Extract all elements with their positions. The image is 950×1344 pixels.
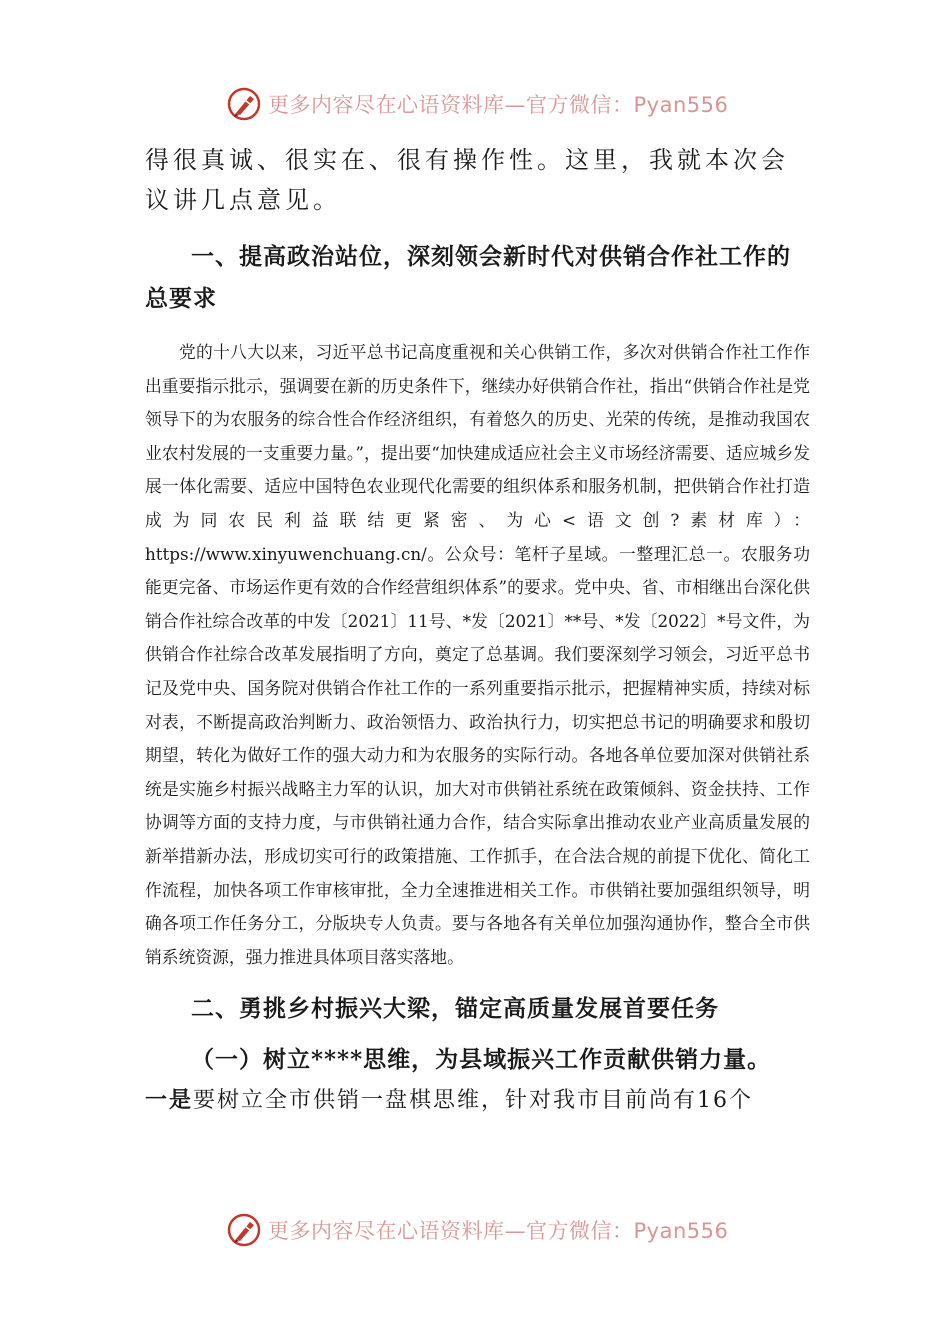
- section-1-heading: 一、提高政治站位，深刻领会新时代对供销合作社工作的总要求: [145, 243, 791, 312]
- watermark-header: [226, 84, 728, 124]
- section-2-paragraph: [145, 1080, 810, 1121]
- pen-nib-logo-icon: [226, 86, 262, 122]
- intro-paragraph: 得很真诚、很实在、很有操作性。这里，我就本次会议讲几点意见。: [145, 146, 789, 214]
- lead-rest-text: 要树立全市供销一盘棋思维，针对我市目前尚有16个: [193, 1088, 754, 1114]
- subsection-1-heading: （一）树立****思维，为县域振兴工作贡献供销力量。: [191, 1046, 772, 1074]
- watermark-text: 更多内容尽在心语资料库—官方微信：Pyan556: [268, 1219, 729, 1243]
- section-2-heading: 二、勇挑乡村振兴大梁，锚定高质量发展首要任务: [191, 995, 719, 1023]
- watermark-text: 更多内容尽在心语资料库—官方微信：Pyan556: [268, 93, 729, 117]
- pen-nib-logo-icon: [226, 1212, 262, 1248]
- document-page: [145, 140, 810, 1121]
- section-1-body: 党的十八大以来，习近平总书记高度重视和关心供销工作，多次对供销合作社工作作出重要指示批示，强调要在新的历史条件下，继续办好供销合作社，指出“供销合作社是党领导下的为农服务的综合性合作经济组织，有着悠久的历史、光荣的传统，是推动我国农业农村发展的一支重要力量。”，提出要“加快建成适应社会主义市场经济需要、适应城乡发展一体化需要、适应中国特色农业现代化需要的组织体系和服务机制，把供销合作社打造成为同农民利益联结更紧密、为心<语文创?素材库）：https://www.xinyuwenchuang.cn/。公众号：笔杆子星域。一整理汇总一。农服务功能更完备、市场运作更有效的合作经营组织体系”的要求。党中央、省、市相继出台深化供销合作社综合改革的中发〔2021〕11号、*发〔2021〕**号、*发〔2022〕*号文件，为供销合作社综合改革发展指明了方向，奠定了总基调。我们要深刻学习领会，习近平总书记及党中央、国务院对供销合作社工作的一系列重要指示批示，把握精神实质，持续对标对表，不断提高政治判断力、政治领悟力、政治执行力，切实把总书记的明确要求和殷切期望，转化为做好工作的强大动力和为农服务的实际行动。各地各单位要加深对供销社系统是实施乡村振兴战略主力军的认识，加大对市供销社系统在政策倾斜、资金扶持、工作协调等方面的支持力度，与市供销社通力合作，结合实际拿出推动农业产业高质量发展的新举措新办法，形成切实可行的政策措施、工作抓手，在合法合规的前提下优化、简化工作流程，加快各项工作审核审批，全力全速推进相关工作。市供销社要加强组织领导，明确各项工作任务分工，分版块专人负责。要与各地各有关单位加强沟通协作，整合全市供销系统资源，强力推进具体项目落实落地。: [145, 342, 810, 967]
- watermark-footer: [226, 1210, 728, 1250]
- lead-bold-text: 一是: [145, 1087, 194, 1114]
